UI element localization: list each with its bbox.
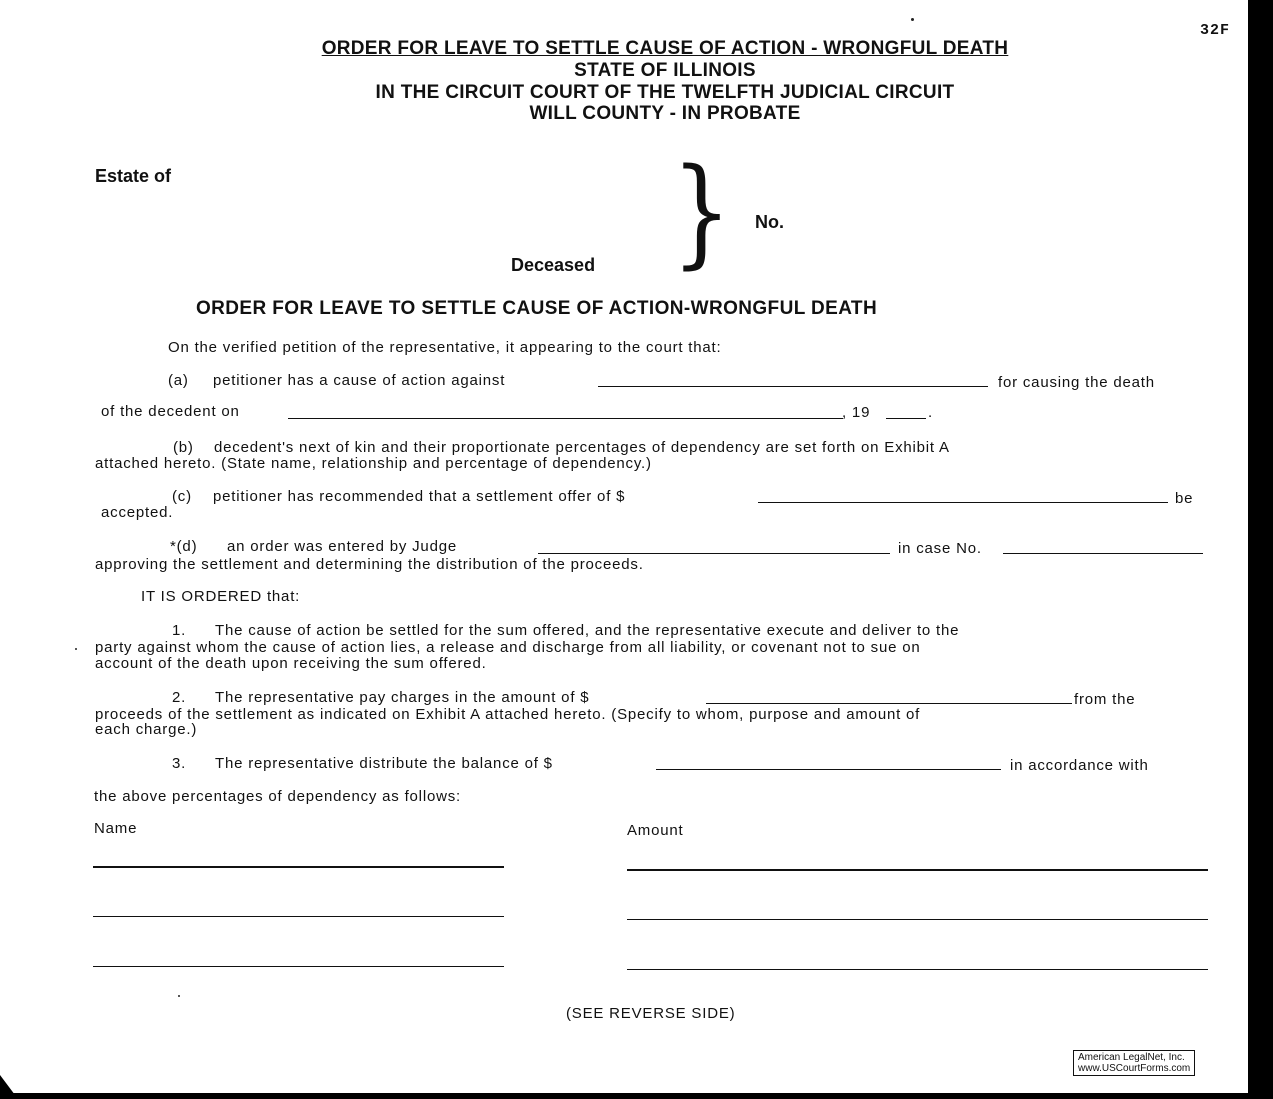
case-number-label: No. [755, 212, 784, 232]
scan-edge-shadow [1248, 0, 1273, 1099]
order-3-line2: the above percentages of dependency as follows: [94, 788, 461, 805]
item-b-line1: decedent's next of kin and their proportionate percentages of dependency are set forth on Exhibit A [214, 439, 950, 456]
item-a-year: , 19 [842, 404, 871, 421]
distribution-amount-field[interactable] [627, 919, 1208, 920]
order-2-line1: The representative pay charges in the amount of $ [215, 689, 590, 706]
order-3-line1: The representative distribute the balance of $ [215, 755, 553, 772]
item-c-marker: (c) [172, 488, 192, 505]
order-2-line3: each charge.) [95, 721, 198, 738]
deceased-label: Deceased [511, 255, 596, 275]
distribution-name-field[interactable] [93, 866, 504, 868]
form-code: 32F [1200, 22, 1231, 39]
amount-column-header: Amount [627, 822, 684, 839]
item-a-period: . [928, 404, 933, 421]
order-3-marker: 3. [172, 755, 187, 772]
item-d-line2: approving the settlement and determining the distribution of the proceeds. [95, 556, 644, 573]
item-a-line2: of the decedent on [101, 403, 240, 420]
settlement-offer-field[interactable] [758, 502, 1168, 503]
item-d-text: an order was entered by Judge [227, 538, 457, 555]
defendant-name-field[interactable] [598, 386, 988, 387]
court-name: IN THE CIRCUIT COURT OF THE TWELFTH JUDICIAL CIRCUIT [375, 82, 955, 103]
estate-of-label: Estate of [95, 166, 172, 186]
item-c-text: petitioner has recommended that a settlement offer of $ [213, 488, 626, 505]
death-date-field[interactable] [288, 418, 843, 419]
death-year-field[interactable] [886, 418, 926, 419]
form-header-title: ORDER FOR LEAVE TO SETTLE CAUSE OF ACTION - WRONGFUL DEATH [321, 38, 1009, 59]
distribution-amount-field[interactable] [627, 869, 1208, 871]
publisher-name: American LegalNet, Inc. [1078, 1052, 1185, 1063]
charges-amount-field[interactable] [706, 703, 1072, 704]
name-column-header: Name [94, 820, 138, 837]
case-number-field[interactable] [1003, 553, 1203, 554]
item-c-line2: accepted. [101, 504, 174, 521]
intro-text: On the verified petition of the representative, it appearing to the court that: [168, 339, 722, 356]
item-a-marker: (a) [168, 372, 189, 389]
item-b-marker: (b) [173, 439, 194, 456]
distribution-name-field[interactable] [93, 916, 504, 917]
item-b-line2: attached hereto. (State name, relationship and percentage of dependency.) [95, 455, 652, 472]
order-2-line2: proceeds of the settlement as indicated on Exhibit A attached hereto. (Specify to whom, purpose and amount of [95, 706, 921, 723]
scan-bottom-edge [0, 1093, 1273, 1099]
order-1-marker: 1. [172, 622, 187, 639]
scan-speck [178, 995, 180, 997]
scan-speck [911, 18, 914, 21]
order-2-marker: 2. [172, 689, 187, 706]
item-a-text: petitioner has a cause of action against [213, 372, 506, 389]
item-d-marker: *(d) [170, 538, 198, 555]
judge-name-field[interactable] [538, 553, 890, 554]
publisher-box [1073, 1050, 1195, 1076]
order-2-suffix: from the [1074, 691, 1136, 708]
scan-speck [75, 648, 77, 650]
caption-brace: } [671, 142, 732, 280]
distribution-amount-field[interactable] [627, 969, 1208, 970]
distribution-name-field[interactable] [93, 966, 504, 967]
item-c-suffix: be [1175, 490, 1194, 507]
see-reverse-note: (SEE REVERSE SIDE) [566, 1005, 736, 1022]
balance-amount-field[interactable] [656, 769, 1001, 770]
order-title: ORDER FOR LEAVE TO SETTLE CAUSE OF ACTION-WRONGFUL DEATH [196, 298, 878, 319]
order-3-suffix: in accordance with [1010, 757, 1149, 774]
ordered-heading: IT IS ORDERED that: [141, 588, 301, 605]
case-number-label-d: in case No. [898, 540, 982, 557]
publisher-site: www.USCourtForms.com [1078, 1063, 1191, 1074]
order-1-line2: party against whom the cause of action lies, a release and discharge from all liability, or covenant not to sue on [95, 639, 921, 656]
item-a-suffix: for causing the death [998, 374, 1155, 391]
state-name: STATE OF ILLINOIS [574, 60, 756, 81]
county-name: WILL COUNTY - IN PROBATE [529, 103, 801, 124]
order-1-line3: account of the death upon receiving the sum offered. [95, 655, 487, 672]
order-1-line1: The cause of action be settled for the sum offered, and the representative execute and deliver to the [215, 622, 960, 639]
